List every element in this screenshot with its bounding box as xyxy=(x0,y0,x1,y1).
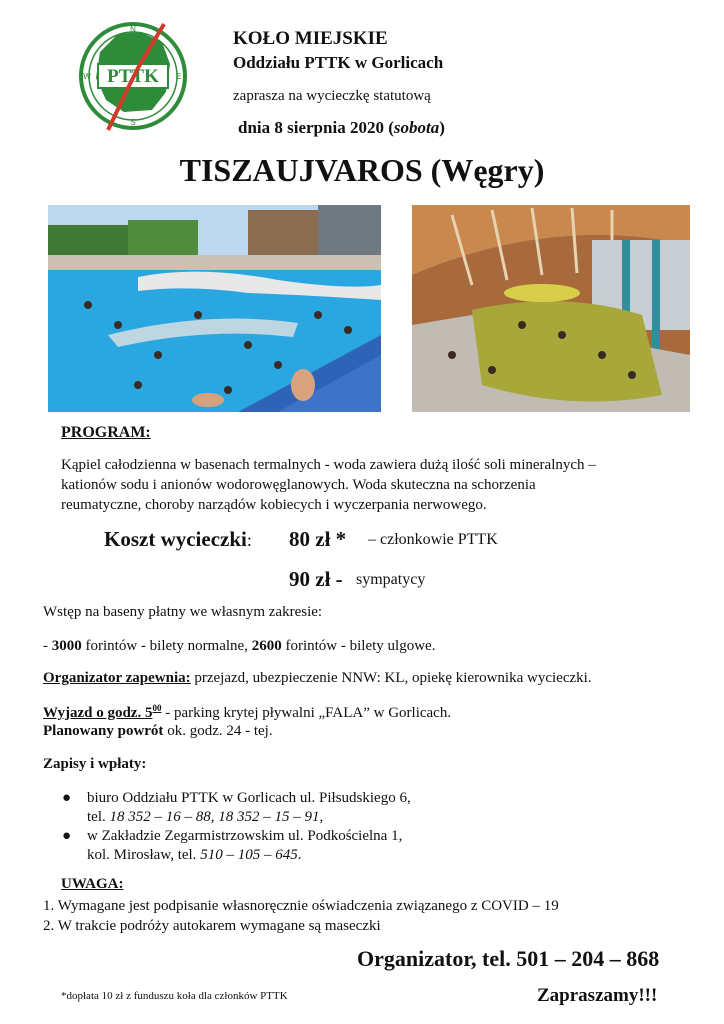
svg-text:PTTK: PTTK xyxy=(107,66,159,87)
list-item: ● biuro Oddziału PTTK w Gorlicach ul. Piłsudskiego 6, tel. 18 352 – 16 – 88, 18 352 – 15 – 91, xyxy=(62,790,411,825)
invitation-text: zaprasza na wycieczkę statutową xyxy=(233,88,431,104)
notice-list xyxy=(43,896,559,936)
svg-text:S: S xyxy=(130,118,136,127)
organization-name: KOŁO MIEJSKIE xyxy=(233,28,388,49)
program-line: kationów sodu i anionów wodorowęglanowych. Woda skuteczna na schorzenia xyxy=(61,477,536,493)
sympathizer-note: sympatycy xyxy=(356,571,426,588)
indoor-thermal-pool-photo xyxy=(412,205,690,412)
sympathizer-price: 90 zł - xyxy=(289,567,343,591)
branch-name: Oddziału PTTK w Gorlicach xyxy=(233,53,444,72)
welcome-text: Zapraszamy!!! xyxy=(537,985,658,1006)
signup-heading: Zapisy i wpłaty: xyxy=(43,756,147,772)
organizer-phone: Organizator, tel. 501 – 204 – 868 xyxy=(357,946,660,971)
svg-text:N: N xyxy=(130,25,136,34)
return-info: Planowany powrót ok. godz. 24 - tej. xyxy=(43,723,273,739)
list-item: ● w Zakładzie Zegarmistrzowskim ul. Podkościelna 1, kol. Mirosław, tel. 510 – 105 – 645. xyxy=(62,828,403,863)
svg-text:W: W xyxy=(83,72,91,81)
trip-date: dnia 8 sierpnia 2020 (sobota) xyxy=(238,118,445,137)
program-line: Kąpiel całodzienna w basenach termalnych - woda zawiera dużą ilość soli mineralnych – xyxy=(61,457,596,473)
notice-heading: UWAGA: xyxy=(61,876,124,892)
bullet-icon: ● xyxy=(62,790,72,806)
member-note: – członkowie PTTK xyxy=(368,531,498,548)
pttk-logo xyxy=(78,12,188,140)
svg-text:E: E xyxy=(176,72,182,81)
member-price: 80 zł * xyxy=(289,527,347,551)
program-heading: PROGRAM: xyxy=(61,424,151,441)
ticket-prices: - 3000 forintów - bilety normalne, 2600 forintów - bilety ulgowe. xyxy=(43,638,436,654)
cost-label: Koszt wycieczki: xyxy=(104,527,252,551)
page-title: TISZAUJVAROS (Węgry) xyxy=(179,152,545,188)
list-item: 1. Wymagane jest podpisanie własnoręcznie oświadczenia związanego z COVID – 19 xyxy=(43,898,559,914)
program-description xyxy=(61,455,701,515)
outdoor-pool-photo xyxy=(48,205,381,412)
organizer-provides: Organizator zapewnia: przejazd, ubezpieczenie NNW: KL, opiekę kierownika wycieczki. xyxy=(43,670,592,686)
entry-info: Wstęp na baseny płatny we własnym zakresie: xyxy=(43,604,323,620)
signup-list xyxy=(62,789,411,865)
bullet-icon: ● xyxy=(62,828,72,844)
departure-info: Wyjazd o godz. $5^{00}$ - parking krytej pływalni „FALA” w Gorlicach. xyxy=(43,703,452,721)
list-item: 2. W trakcie podróży autokarem wymagane są maseczki xyxy=(43,918,381,934)
program-line: reumatyczne, choroby narządów kobiecych i wyczerpania nerwowego. xyxy=(61,497,487,513)
footnote: *dopłata 10 zł z funduszu koła dla członków PTTK xyxy=(61,990,288,1002)
